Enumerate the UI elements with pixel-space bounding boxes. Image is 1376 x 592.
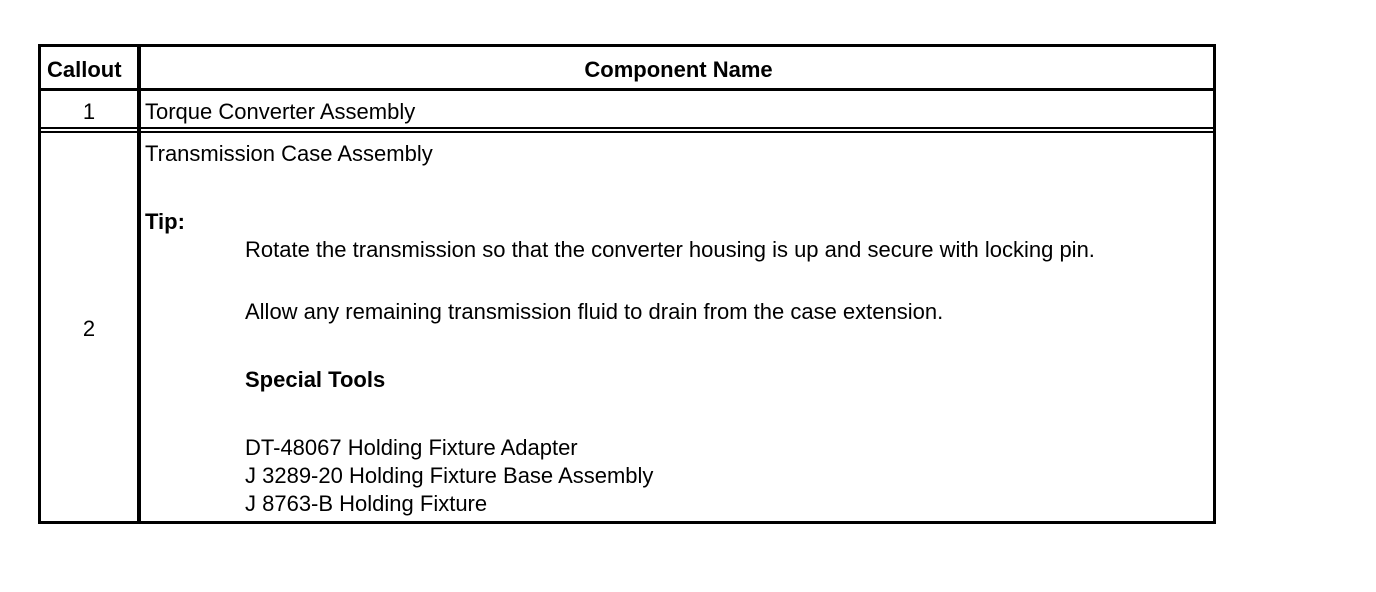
row-2-callout: 2 [82, 316, 96, 341]
callout-column-header: Callout [47, 57, 122, 82]
tip-text-1: Rotate the transmission so that the converter housing is up and secure with locking pin. [245, 237, 1095, 262]
special-tool-item: J 3289-20 Holding Fixture Base Assembly [245, 463, 654, 488]
row-divider-top [41, 127, 1213, 129]
row-2-component-name: Transmission Case Assembly [145, 141, 433, 166]
row-1-component-name: Torque Converter Assembly [145, 99, 416, 124]
header-row-divider [41, 88, 1213, 91]
tip-label: Tip: [145, 209, 185, 234]
special-tools-heading: Special Tools [245, 367, 386, 392]
special-tool-item: DT-48067 Holding Fixture Adapter [245, 435, 578, 460]
component-name-column-header: Component Name [584, 57, 773, 82]
special-tool-item: J 8763-B Holding Fixture [245, 491, 488, 516]
row-divider-bottom [41, 131, 1213, 133]
component-table [38, 44, 1216, 524]
row-1-callout: 1 [82, 99, 96, 124]
tip-text-2: Allow any remaining transmission fluid to drain from the case extension. [245, 299, 944, 324]
column-divider [137, 47, 141, 521]
